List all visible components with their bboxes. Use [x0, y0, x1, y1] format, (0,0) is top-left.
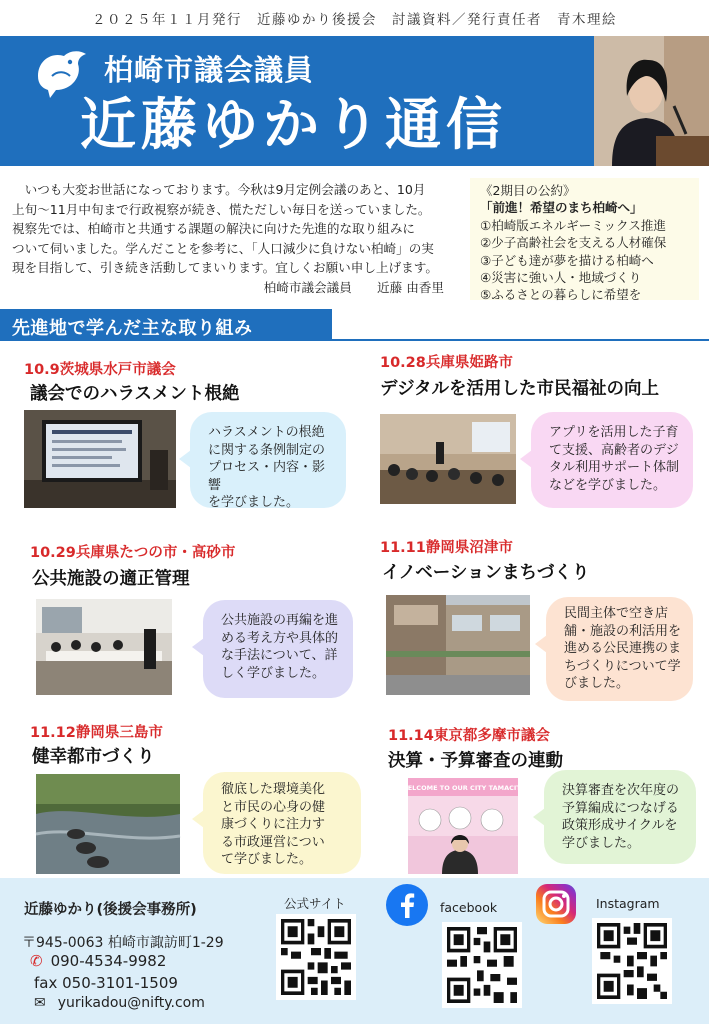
greeting-line: 上旬～11月中旬まで行政視察が続き、慌ただしい毎日を送っていました。: [12, 201, 431, 217]
instagram-label: Instagram: [596, 896, 660, 911]
summary-line: 予算編成につなげる: [562, 800, 679, 816]
office-name: 近藤ゆかり(後援会事務所): [24, 902, 197, 918]
email-address: yurikadou@nifty.com: [57, 995, 205, 1011]
office-address: 〒945-0063 柏崎市諏訪町1-29: [22, 935, 224, 951]
summary-line: タル利用サポート体制: [549, 460, 680, 475]
summary-line: る市政運営につい: [221, 834, 325, 850]
site-label: 公式サイト: [284, 896, 346, 911]
visit-title-mishima: 健幸都市づくり: [32, 747, 155, 767]
section-title: 先進地で学んだ主な取り組み: [0, 309, 332, 341]
envelope-icon: ✉: [34, 995, 46, 1011]
summary-line: て学びました。: [221, 852, 313, 867]
photo-numazu-street: [386, 595, 530, 695]
qr-code-icon[interactable]: [276, 914, 356, 1000]
greeting-line: ついて伺いました。学んだことを参考に、「人口減少に負けない柏崎」の実: [12, 240, 434, 256]
bird-logo-icon: [30, 46, 90, 98]
visit-title-tama: 決算・予算審査の連動: [388, 751, 563, 771]
visit-date-mito: 10.9茨城県水戸市議会: [24, 362, 176, 378]
summary-line: ハラスメントの根絶: [208, 425, 325, 440]
phone-number: 090-4534-9982: [50, 952, 167, 970]
summary-line: を学びました。: [208, 495, 300, 510]
photo-tama-welcome: [400, 778, 526, 874]
visit-summary-tama: [544, 770, 696, 864]
visit-summary-tatsuno: [203, 600, 353, 698]
greeting-message: [12, 180, 464, 297]
facebook-label: facebook: [440, 900, 498, 915]
visit-date-mishima: 11.12静岡県三島市: [30, 725, 163, 741]
phone-row: [30, 952, 166, 970]
summary-line: 康づくりに注力す: [221, 817, 326, 832]
summary-line: 舗・施設の利活用を: [564, 623, 682, 639]
pledge-subheading: 「前進！希望のまち柏崎へ」: [480, 200, 643, 216]
summary-line: プロセス・内容・影響: [208, 460, 326, 493]
summary-line: 決算審査を次年度の: [562, 783, 680, 798]
welcome-sign: WELCOME TO OUR CITY TAMACITY: [400, 784, 526, 792]
qr-code-icon[interactable]: [592, 918, 672, 1004]
greeting-line: 現を目指して、引き続き活動してまいります。宜しくお願い申し上げます。: [12, 260, 438, 275]
summary-line: 進める公民連携のま: [564, 641, 682, 656]
summary-line: て支援、高齢者のデジ: [549, 442, 679, 458]
summary-line: 民間主体で空き店: [564, 606, 669, 621]
photo-mito-assembly: [24, 410, 176, 508]
summary-line: 政策形成サイクルを: [562, 818, 678, 833]
issue-info: ２０２５年１１月発行 近藤ゆかり後援会 討議資料／発行責任者 青木理絵: [92, 12, 617, 28]
facebook-icon[interactable]: [386, 884, 428, 926]
section-divider: [0, 339, 709, 341]
pledge-item: ①柏崎版エネルギーミックス推進: [480, 217, 666, 233]
signature: 柏崎市議会議員 近藤 由香里: [263, 279, 444, 295]
visit-date-tama: 11.14東京都多摩市議会: [388, 728, 550, 744]
photo-mishima-river: [36, 774, 180, 874]
visit-summary-himeji: [531, 412, 693, 508]
visit-date-himeji: 10.28兵庫県姫路市: [380, 355, 513, 371]
summary-line: 公共施設の再編を進: [221, 613, 339, 628]
summary-line: などを学びました。: [549, 477, 667, 493]
fax-number: fax 050-3101-1509: [34, 974, 178, 992]
summary-line: める考え方や具体的: [221, 630, 339, 646]
greeting-line: 視察先では、柏崎市と共通する課題の解決に向けた先進的な取り組みに: [12, 221, 415, 236]
instagram-icon[interactable]: [536, 884, 576, 924]
masthead-banner: [0, 36, 594, 166]
pledge-item: ②少子高齢社会を支える人材確保: [480, 235, 667, 251]
photo-himeji-meeting: [380, 414, 516, 504]
summary-line: しく学びました。: [221, 665, 326, 681]
visit-title-numazu: イノベーションまちづくり: [382, 563, 590, 583]
pledge-item: ④災害に強い人・地域づくり: [480, 270, 642, 286]
summary-line: 徹底した環境美化: [221, 782, 326, 797]
visit-title-tatsuno: 公共施設の適正管理: [32, 569, 190, 589]
contact-footer: [0, 878, 709, 1024]
photo-tatsuno-meeting: [36, 599, 172, 695]
pledge-item: ③子ども達が夢を描ける柏崎へ: [480, 252, 654, 268]
summary-line: な手法について、詳: [221, 648, 338, 663]
summary-line: ちづくりについて学: [564, 658, 681, 674]
visit-summary-numazu: [546, 597, 693, 701]
visit-date-numazu: 11.11静岡県沼津市: [380, 540, 513, 556]
visit-summary-mishima: [203, 772, 361, 874]
summary-line: と市民の心身の健: [221, 799, 326, 815]
role-title: 柏崎市議会議員: [104, 53, 315, 87]
pledge-heading: 《2期目の公約》: [480, 183, 576, 198]
summary-line: 学びました。: [562, 835, 641, 851]
summary-line: アプリを活用した子育: [549, 425, 679, 440]
portrait-photo: [594, 36, 709, 166]
summary-line: びました。: [564, 676, 630, 691]
visit-title-himeji: デジタルを活用した市民福祉の向上: [380, 379, 659, 399]
phone-icon: ✆: [30, 952, 43, 970]
visit-date-tatsuno: 10.29兵庫県たつの市・高砂市: [30, 545, 236, 561]
newsletter-title: 近藤ゆかり通信: [80, 93, 507, 158]
greeting-line: いつも大変お世話になっております。今秋は9月定例会議のあと、10月: [12, 182, 426, 197]
visit-title-mito: 議会でのハラスメント根絶: [30, 384, 240, 404]
pledge-item: ⑤ふるさとの暮らしに希望を: [480, 287, 642, 303]
email-row: [34, 995, 205, 1011]
visit-summary-mito: [190, 412, 346, 508]
summary-line: に関する条例制定の: [208, 442, 326, 458]
qr-code-icon[interactable]: [442, 922, 522, 1008]
pledge-box: [470, 178, 699, 303]
